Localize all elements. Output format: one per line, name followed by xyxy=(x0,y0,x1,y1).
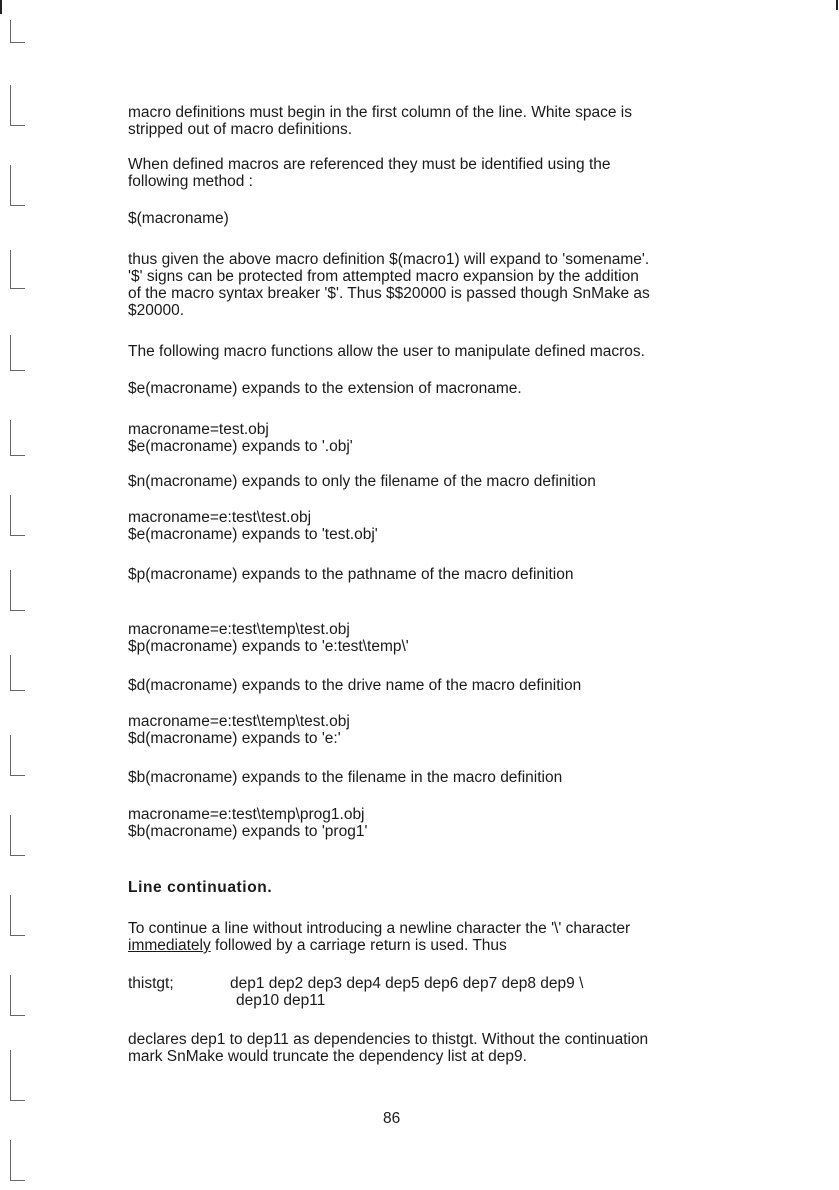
function-d-description: $d(macroname) expands to the drive name of the macro definition xyxy=(128,677,582,694)
example-deps-line2: dep10 dep11 xyxy=(236,992,326,1009)
function-d-example: macroname=e:test\temp\test.obj $d(macroname) expands to 'e:' xyxy=(128,713,350,747)
paragraph-macro-functions: The following macro functions allow the user to manipulate defined macros. xyxy=(128,343,645,360)
example-target: thistgt; xyxy=(128,975,174,992)
function-b-description: $b(macroname) expands to the filename in the macro definition xyxy=(128,769,563,786)
paragraph-referenced-macros: When defined macros are referenced they must be identified using the following method : xyxy=(128,156,611,190)
function-p-example: macroname=e:test\temp\test.obj $p(macroname) expands to 'e:test\temp\' xyxy=(128,621,409,655)
function-b-example: macroname=e:test\temp\prog1.obj $b(macroname) expands to 'prog1' xyxy=(128,806,368,840)
function-n-example: macroname=e:test\test.obj $e(macroname) expands to 'test.obj' xyxy=(128,509,378,543)
paragraph-expansion: thus given the above macro definition $(macro1) will expand to 'somename'. '$' signs can be protected from attempted macro expansion by the addition of the macro syntax breaker '$'. Thus $$20000 is passed though SnMake as $20000. xyxy=(128,251,650,319)
function-e-example: macroname=test.obj $e(macroname) expands to '.obj' xyxy=(128,421,353,455)
function-n-description: $n(macroname) expands to only the filename of the macro definition xyxy=(128,473,596,490)
macro-syntax-example: $(macroname) xyxy=(128,210,229,227)
paragraph-continuation: To continue a line without introducing a newline character the '\' character immediately followed by a carriage return is used. Thus xyxy=(128,920,631,954)
paragraph-closing: declares dep1 to dep11 as dependencies to thistgt. Without the continuation mark SnMake would truncate the dependency list at dep9. xyxy=(128,1031,649,1065)
page-number: 86 xyxy=(383,1110,401,1127)
paragraph-macro-definitions: macro definitions must begin in the first column of the line. White space is stripped out of macro definitions. xyxy=(128,104,632,138)
function-p-description: $p(macroname) expands to the pathname of the macro definition xyxy=(128,566,574,583)
section-heading: Line continuation. xyxy=(128,879,273,896)
function-e-description: $e(macroname) expands to the extension of macroname. xyxy=(128,380,522,397)
example-deps-line1: dep1 dep2 dep3 dep4 dep5 dep6 dep7 dep8 dep9 \ xyxy=(230,975,584,992)
